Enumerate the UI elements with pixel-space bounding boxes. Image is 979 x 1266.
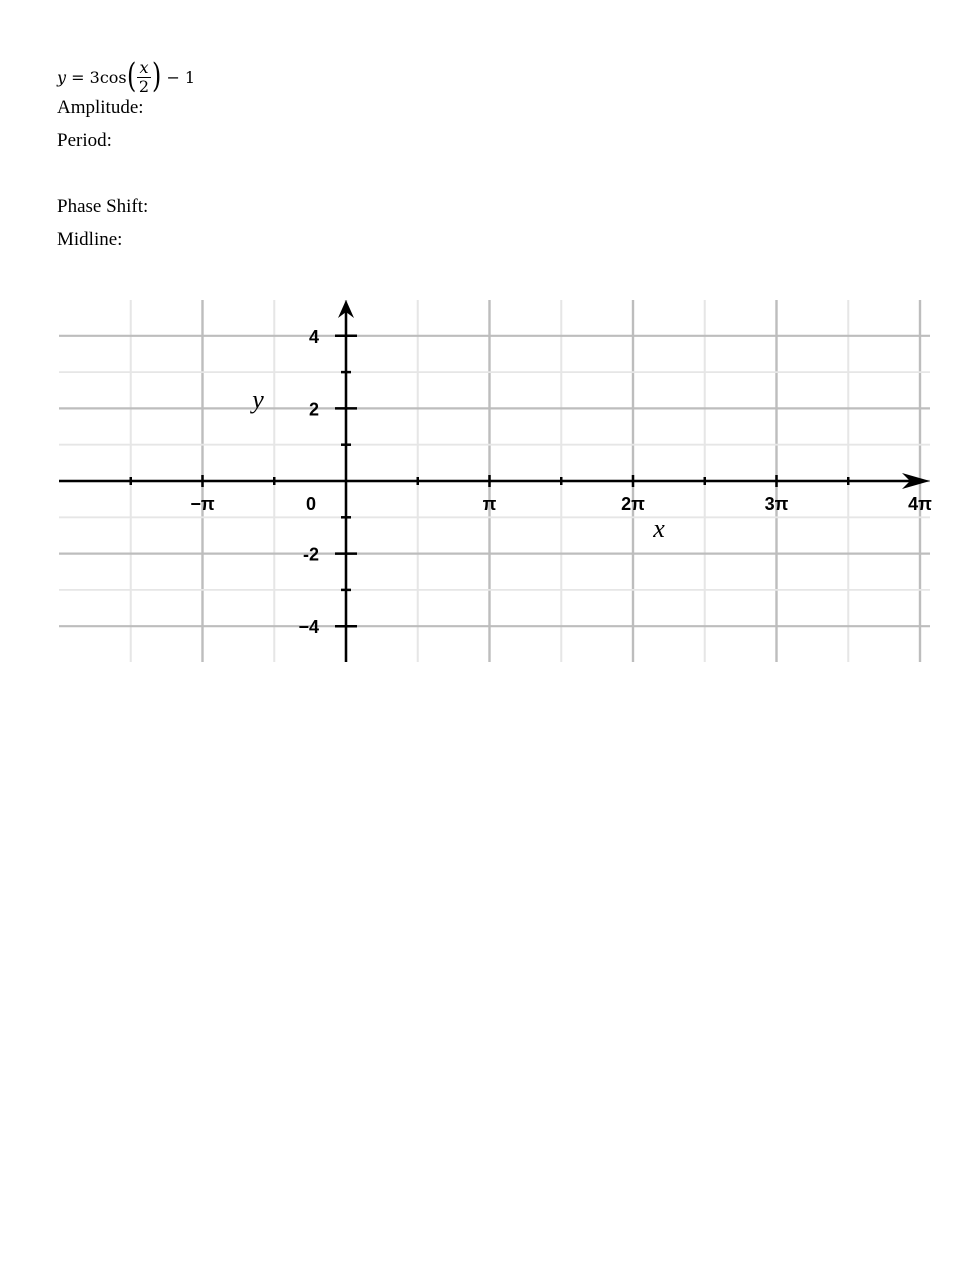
period-label: Period: [57, 130, 112, 151]
x-axis-label: x [653, 514, 665, 543]
x-tick-label: 3π [764, 494, 789, 514]
y-axis-label: y [252, 385, 264, 414]
phase-shift-label: Phase Shift: [57, 196, 149, 217]
equation-denominator: 2 [138, 76, 150, 96]
x-tick-label: 2π [621, 494, 645, 514]
equation-coefficient: 3cos [89, 67, 127, 87]
equation-tail: − 1 [166, 67, 196, 87]
x-tick-label: π [482, 494, 497, 514]
equation-equals: = [71, 67, 85, 87]
midline-label: Midline: [57, 229, 123, 250]
x-tick-label: −π [190, 494, 215, 514]
equation-close-paren: ) [152, 56, 162, 96]
y-tick-label: -2 [302, 544, 319, 565]
y-tick-label: −4 [298, 617, 319, 638]
y-tick-label: 4 [308, 326, 319, 347]
y-tick-label: 2 [308, 399, 319, 420]
amplitude-label: Amplitude: [57, 97, 144, 118]
equation-lhs: y [57, 67, 67, 87]
x-tick-label: 4π [908, 494, 932, 514]
equation-open-paren: ( [126, 56, 136, 96]
x-tick-label: 0 [305, 494, 317, 514]
equation-numerator: x [139, 57, 149, 77]
